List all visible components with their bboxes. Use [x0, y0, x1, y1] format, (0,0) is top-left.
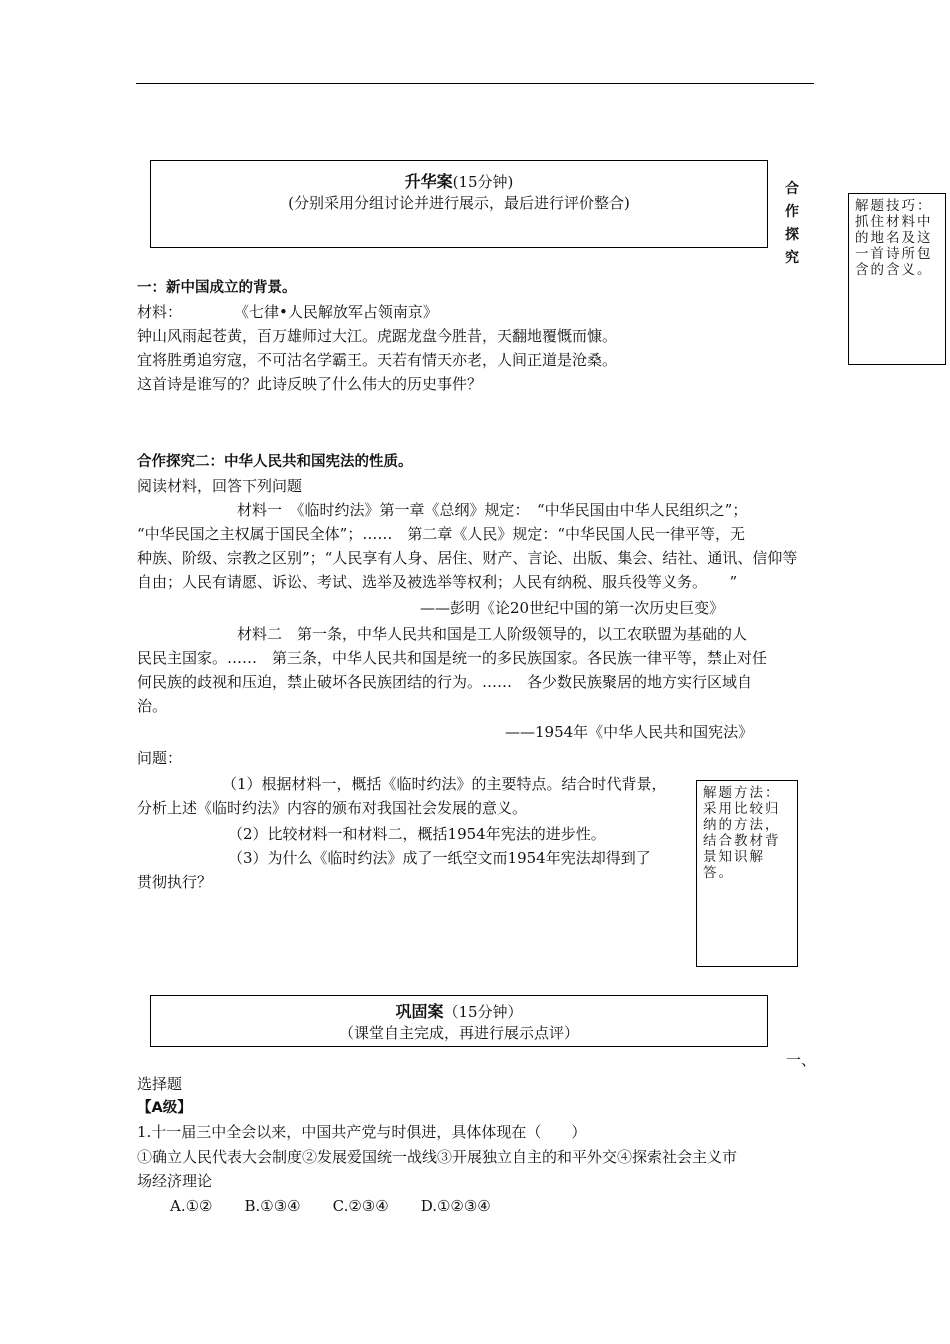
gonggu-title: 巩固案	[395, 1002, 444, 1021]
choice-c: C.②③④	[332, 1197, 389, 1215]
part1-material-line	[137, 300, 438, 324]
question-1-line-1: （1）根据材料一，概括《临时约法》的主要特点。结合时代背景，	[222, 775, 667, 793]
material2-line-2: 民民主国家。…… 第三条，中华人民共和国是统一的多民族国家。各民族一律平等，禁止对任	[137, 649, 768, 667]
part1-question: 这首诗是谁写的？此诗反映了什么伟大的历史事件？	[137, 375, 483, 393]
side-char: 探	[785, 227, 799, 243]
material-label: 材料：	[137, 303, 183, 321]
choice-a: A.①②	[170, 1197, 213, 1215]
mcq-1-choices	[170, 1194, 491, 1218]
gonggu-header-box	[150, 995, 768, 1047]
part2-instruction: 阅读材料，回答下列问题	[137, 477, 303, 495]
mcq-1-stem: 1.十一届三中全会以来，中国共产党与时俱进，具体体现在（ ）	[137, 1123, 587, 1141]
shenghua-subtitle: (分别采用分组讨论并进行展示，最后进行评价整合)	[288, 194, 630, 212]
question-2: （2）比较材料一和材料二，概括1954年宪法的进步性。	[228, 825, 606, 843]
mcq-1-options-line-2: 场经济理论	[137, 1172, 213, 1190]
part2-heading: 合作探究二：中华人民共和国宪法的性质。	[137, 454, 413, 470]
side-char: 合	[785, 181, 799, 197]
material-title: 《七律•人民解放军占领南京》	[234, 303, 438, 321]
poem-line-1: 钟山风雨起苍黄，百万雄师过大江。虎踞龙盘今胜昔，天翻地覆慨而慷。	[137, 327, 618, 345]
material1-line-1: 材料一 《临时约法》第一章《总纲》规定： “中华民国由中华人民组织之”；	[237, 501, 748, 519]
level-a-label: 【A级】	[137, 1100, 192, 1116]
tip-method-text: 解题方法：采用比较归纳的方法，结合教材背景知识解答。	[703, 785, 781, 881]
question-3-line-2: 贯彻执行？	[137, 873, 213, 891]
material2-line-4: 治。	[137, 697, 168, 715]
section-number: 一、	[786, 1051, 817, 1069]
tip-box-technique	[848, 193, 946, 365]
choice-b: B.①③④	[244, 1197, 301, 1215]
choice-d: D.①②③④	[420, 1197, 491, 1215]
shenghua-title-line	[151, 169, 767, 192]
shenghua-header-box	[150, 160, 768, 248]
tip-box-method	[696, 780, 798, 967]
gonggu-subtitle: （课堂自主完成，再进行展示点评）	[338, 1024, 579, 1042]
material1-line-4: 自由；人民有请愿、诉讼、考试、选举及被选举等权利；人民有纳税、服兵役等义务。 ”	[137, 573, 738, 591]
question-3-line-1: （3）为什么《临时约法》成了一纸空文而1954年宪法却得到了	[228, 849, 651, 867]
question-1-line-2: 分析上述《临时约法》内容的颁布对我国社会发展的意义。	[137, 799, 528, 817]
section-name: 选择题	[137, 1075, 183, 1093]
side-char: 究	[785, 250, 799, 266]
questions-label: 问题：	[137, 749, 183, 767]
poem-line-2: 宜将胜勇追穷寇，不可沽名学霸王。天若有情天亦老，人间正道是沧桑。	[137, 351, 618, 369]
side-char: 作	[785, 204, 799, 220]
material2-source: ——1954年《中华人民共和国宪法》	[505, 723, 754, 741]
shenghua-time: (15分钟)	[452, 173, 514, 191]
tip-technique-text: 解题技巧：抓住材料中的地名及这一首诗所包含的含义。	[855, 198, 933, 278]
gonggu-time: （15分钟）	[443, 1003, 523, 1021]
material1-line-3: 种族、阶级、宗教之区别”；“人民享有人身、居住、财产、言论、出版、集会、结社、通讯、信仰等	[137, 549, 798, 567]
material2-line-1: 材料二 第一条，中华人民共和国是工人阶级领导的，以工农联盟为基础的人	[237, 625, 748, 643]
gonggu-title-line	[151, 999, 767, 1022]
part1-heading: 一：新中国成立的背景。	[137, 280, 297, 296]
material1-source: ——彭明《论20世纪中国的第一次历史巨变》	[420, 599, 725, 617]
material2-line-3: 何民族的歧视和压迫，禁止破坏各民族团结的行为。…… 各少数民族聚居的地方实行区域自	[137, 673, 753, 691]
mcq-1-options-line-1: ①确立人民代表大会制度②发展爱国统一战线③开展独立自主的和平外交④探索社会主义市	[137, 1148, 738, 1166]
side-label-hezuo-tanjiu	[783, 178, 801, 270]
shenghua-title: 升华案	[404, 172, 453, 191]
top-rule	[136, 83, 814, 84]
material1-line-2: “中华民国之主权属于国民全体”；…… 第二章《人民》规定：“中华民国人民一律平等，无	[137, 525, 746, 543]
